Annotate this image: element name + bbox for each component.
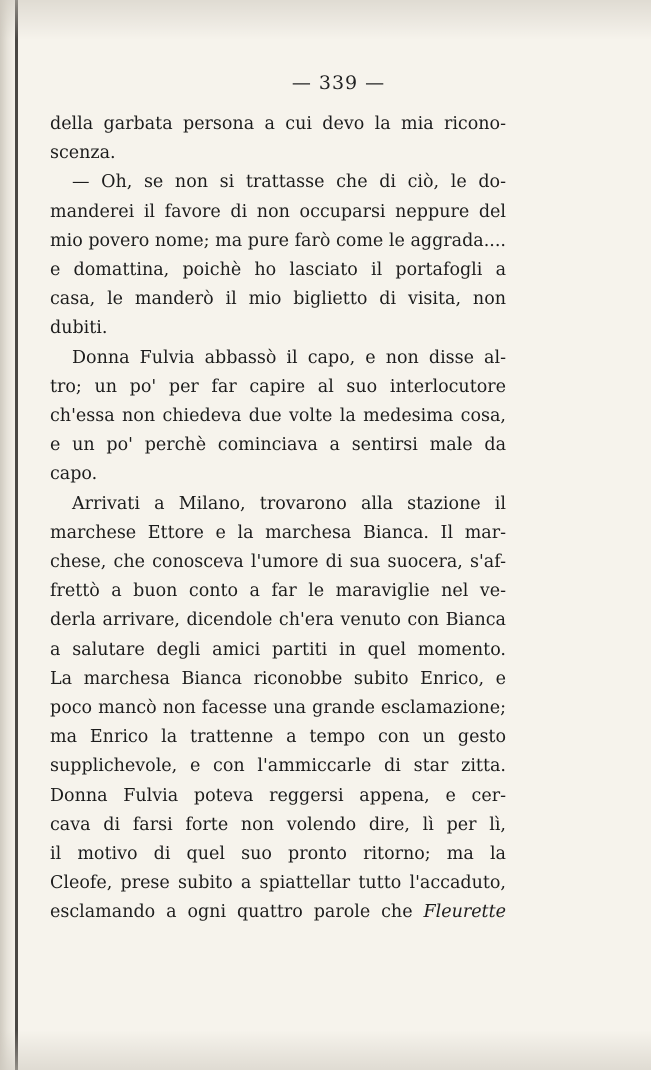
paragraph — [50, 168, 506, 343]
text-line: scenza. — [50, 143, 116, 164]
text-line: e un po' perchè cominciava a sentirsi male da — [50, 435, 506, 456]
text-line: tro; un po' per far capire al suo interlocutore — [50, 376, 506, 397]
text-line: poco mancò non facesse una grande esclamazione; — [50, 698, 506, 719]
text-line: a salutare degli amici partiti in quel momento. — [50, 639, 506, 660]
text-line: derla arrivare, dicendole ch'era venuto con Bianca — [50, 610, 506, 631]
text-line: della garbata persona a cui devo la mia ricono- — [50, 114, 506, 134]
body-text — [50, 110, 506, 928]
text-line: frettò a buon conto a far le maraviglie nel ve- — [50, 581, 506, 602]
text-line: il motivo di quel suo pronto ritorno; ma la — [50, 844, 506, 865]
text-line: Donna Fulvia abbassò il capo, e non disse al- — [72, 347, 506, 368]
page-gutter-shadow — [0, 0, 16, 1070]
text-line: cava di farsi forte non volendo dire, lì per lì, — [50, 814, 506, 835]
text-line-final — [50, 898, 506, 927]
paragraph — [50, 490, 506, 928]
text-line: mio povero nome; ma pure farò come le aggrada.... — [50, 230, 506, 251]
text-line: ch'essa non chiedeva due volte la medesima cosa, — [50, 406, 506, 427]
text-line: — Oh, se non si trattasse che di ciò, le do- — [72, 172, 506, 193]
text-line: supplichevole, e con l'ammiccarle di star zitta. — [50, 756, 506, 777]
text-line: casa, le manderò il mio biglietto di visita, non — [50, 289, 506, 310]
page-top-shade — [0, 0, 651, 40]
page-binding-edge — [15, 0, 18, 1070]
text-line: dubiti. — [50, 318, 108, 339]
italic-word: Fleurette — [423, 902, 506, 923]
paragraph — [50, 110, 506, 168]
page-bottom-shade — [0, 1030, 651, 1070]
paragraph — [50, 344, 506, 490]
text-line: La marchesa Bianca riconobbe subito Enrico, e — [50, 668, 506, 689]
text-line: ma Enrico la trattenne a tempo con un gesto — [50, 727, 506, 748]
text-line: Cleofe, prese subito a spiattellar tutto l'accaduto, — [50, 873, 506, 894]
text-line: manderei il favore di non occuparsi neppure del — [50, 201, 506, 222]
text-line: chese, che conosceva l'umore di sua suocera, s'af- — [50, 552, 506, 573]
text-line: marchese Ettore e la marchesa Bianca. Il mar- — [50, 522, 506, 543]
text-line: Donna Fulvia poteva reggersi appena, e cer- — [50, 785, 506, 806]
text-line: capo. — [50, 464, 98, 485]
page-number: — 339 — — [291, 72, 386, 94]
text-line-body: esclamando a ogni quattro parole che — [50, 902, 413, 923]
text-line: Arrivati a Milano, trovarono alla stazione il — [72, 493, 506, 514]
text-line: e domattina, poichè ho lasciato il portafogli a — [50, 260, 506, 281]
